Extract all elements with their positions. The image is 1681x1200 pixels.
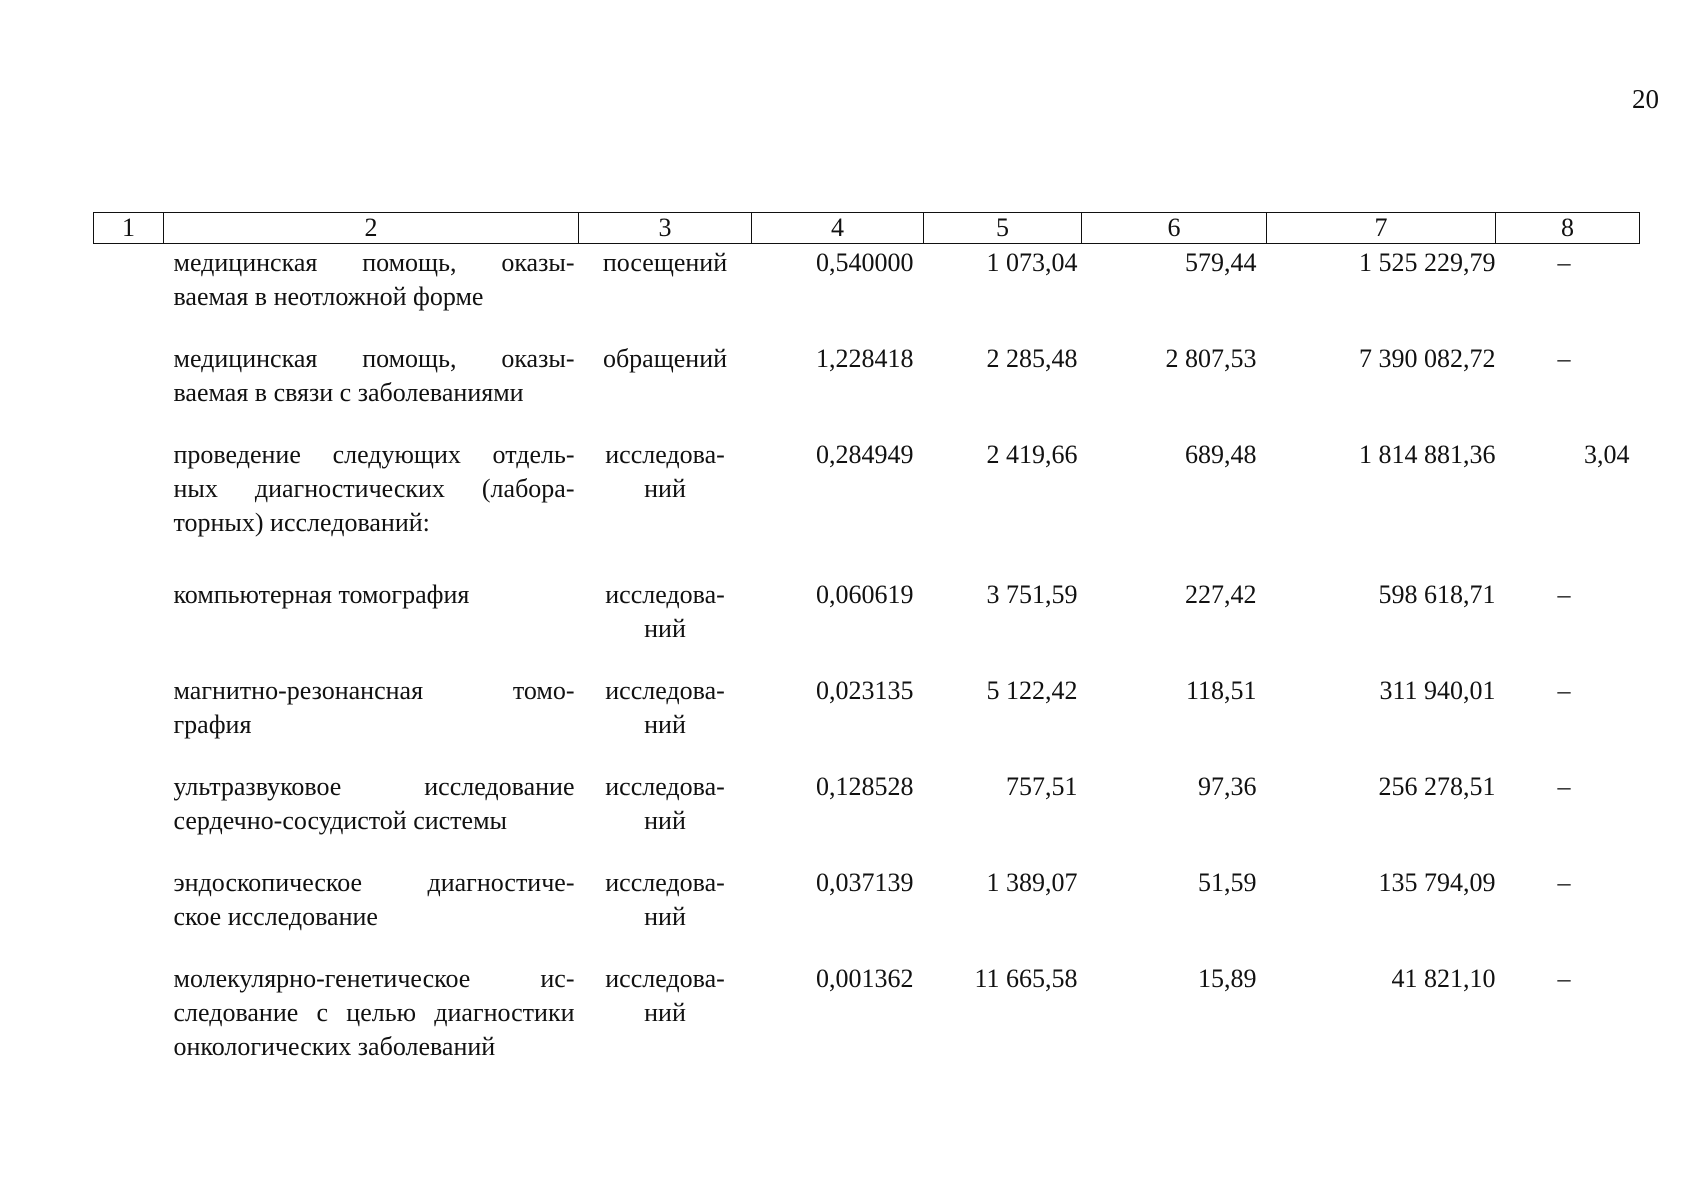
- cell-col5: 1 389,07: [986, 868, 1078, 897]
- cell-name: [164, 244, 579, 343]
- name-line: проведение следующих отдель-: [173, 440, 575, 469]
- name-line: ское исследование: [173, 902, 378, 931]
- unit-line: обращений: [602, 344, 728, 373]
- header-cell-1: 1: [94, 213, 164, 244]
- unit-line: ний: [644, 614, 686, 643]
- unit-line: посещений: [602, 248, 728, 277]
- table-row: [94, 962, 1640, 1092]
- cell-number: [94, 342, 164, 438]
- cell-col4: 0,023135: [816, 676, 914, 705]
- cell-unit: [579, 770, 752, 866]
- cell-col7: 311 940,01: [1379, 676, 1496, 705]
- unit-line: исследова-: [605, 868, 725, 897]
- cell-number: [94, 438, 164, 578]
- unit-line: ний: [644, 806, 686, 835]
- table-row: [94, 438, 1640, 578]
- cell-col8: 3,04: [1584, 440, 1630, 469]
- name-line: медицинская помощь, оказы-: [173, 344, 575, 373]
- cell-col8: –: [1557, 676, 1571, 705]
- name-line: ультразвуковое исследование: [173, 772, 575, 801]
- header-row: [94, 213, 1640, 244]
- cell-col6: 689,48: [1185, 440, 1257, 469]
- unit-line: ний: [644, 902, 686, 931]
- cell-col4: 0,060619: [816, 580, 914, 609]
- cell-unit: [579, 578, 752, 674]
- unit-line: ний: [644, 474, 686, 503]
- name-line: магнитно-резонансная томо-: [173, 676, 575, 705]
- data-table: [93, 212, 1640, 1092]
- cell-col7: 41 821,10: [1391, 964, 1496, 993]
- cell-col4: 0,540000: [816, 248, 914, 277]
- cell-number: [94, 244, 164, 343]
- cell-col4: 1,228418: [816, 344, 914, 373]
- cell-number: [94, 578, 164, 674]
- cell-unit: [579, 438, 752, 578]
- cell-col6: 97,36: [1198, 772, 1257, 801]
- header-cell-7: 7: [1267, 213, 1496, 244]
- cell-number: [94, 770, 164, 866]
- table-row: [94, 866, 1640, 962]
- cell-col8: –: [1557, 344, 1571, 373]
- cell-col7: 598 618,71: [1378, 580, 1496, 609]
- cell-name: [164, 342, 579, 438]
- unit-line: исследова-: [605, 964, 725, 993]
- unit-line: исследова-: [605, 440, 725, 469]
- table-row: [94, 244, 1640, 343]
- name-line: торных) исследований:: [173, 508, 430, 537]
- table-body: [94, 244, 1640, 1093]
- cell-col8: –: [1557, 580, 1571, 609]
- cell-col7: 7 390 082,72: [1359, 344, 1496, 373]
- cell-col5: 5 122,42: [986, 676, 1078, 705]
- cell-col4: 0,128528: [816, 772, 914, 801]
- cell-col7: 1 525 229,79: [1359, 248, 1496, 277]
- cell-col6: 15,89: [1198, 964, 1257, 993]
- cell-col5: 2 285,48: [986, 344, 1078, 373]
- name-line: ных диагностических (лабора-: [173, 474, 575, 503]
- name-line: онкологических заболеваний: [173, 1032, 496, 1061]
- cell-unit: [579, 674, 752, 770]
- cell-name: [164, 578, 579, 674]
- cell-col5: 11 665,58: [974, 964, 1078, 993]
- name-line: медицинская помощь, оказы-: [173, 248, 575, 277]
- unit-line: исследова-: [605, 772, 725, 801]
- table-row: [94, 770, 1640, 866]
- cell-col6: 118,51: [1185, 676, 1257, 705]
- cell-col6: 579,44: [1185, 248, 1257, 277]
- table-row: [94, 578, 1640, 674]
- header-cell-8: 8: [1496, 213, 1640, 244]
- cell-col4: 0,037139: [816, 868, 914, 897]
- cell-col8: –: [1557, 964, 1571, 993]
- header-cell-2: 2: [164, 213, 579, 244]
- cell-number: [94, 962, 164, 1092]
- cell-unit: [579, 866, 752, 962]
- header-cell-6: 6: [1082, 213, 1267, 244]
- cell-number: [94, 674, 164, 770]
- cell-col5: 2 419,66: [986, 440, 1078, 469]
- name-line: графия: [173, 710, 252, 739]
- name-line: сердечно-сосудистой системы: [173, 806, 508, 835]
- cell-name: [164, 438, 579, 578]
- cell-name: [164, 962, 579, 1092]
- name-line: ваемая в неотложной форме: [173, 282, 484, 311]
- cell-col5: 757,51: [1006, 772, 1078, 801]
- unit-line: исследова-: [605, 580, 725, 609]
- header-cell-3: 3: [579, 213, 752, 244]
- table-row: [94, 674, 1640, 770]
- cell-col5: 1 073,04: [986, 248, 1078, 277]
- cell-col5: 3 751,59: [986, 580, 1078, 609]
- cell-name: [164, 866, 579, 962]
- table-row: [94, 342, 1640, 438]
- cell-name: [164, 674, 579, 770]
- cell-col8: –: [1557, 772, 1571, 801]
- cell-name: [164, 770, 579, 866]
- cell-col4: 0,284949: [816, 440, 914, 469]
- cell-col6: 227,42: [1185, 580, 1257, 609]
- cell-unit: [579, 342, 752, 438]
- cell-col8: –: [1557, 868, 1571, 897]
- header-cell-5: 5: [924, 213, 1082, 244]
- cell-col7: 1 814 881,36: [1359, 440, 1496, 469]
- cell-unit: [579, 962, 752, 1092]
- unit-line: исследова-: [605, 676, 725, 705]
- name-line: ваемая в связи с заболеваниями: [173, 378, 524, 407]
- cell-unit: [579, 244, 752, 343]
- cell-col6: 2 807,53: [1165, 344, 1257, 373]
- name-line: компьютерная томография: [173, 580, 470, 609]
- cell-col8: –: [1557, 248, 1571, 277]
- name-line: эндоскопическое диагностиче-: [173, 868, 575, 897]
- unit-line: ний: [644, 998, 686, 1027]
- name-line: следование с целью диагностики: [173, 998, 575, 1027]
- name-line: молекулярно-генетическое ис-: [173, 964, 575, 993]
- cell-col4: 0,001362: [816, 964, 914, 993]
- cell-number: [94, 866, 164, 962]
- unit-line: ний: [644, 710, 686, 739]
- cell-col7: 135 794,09: [1378, 868, 1496, 897]
- page-number: 20: [1632, 84, 1659, 114]
- cell-col6: 51,59: [1198, 868, 1257, 897]
- cell-col7: 256 278,51: [1378, 772, 1496, 801]
- header-cell-4: 4: [752, 213, 924, 244]
